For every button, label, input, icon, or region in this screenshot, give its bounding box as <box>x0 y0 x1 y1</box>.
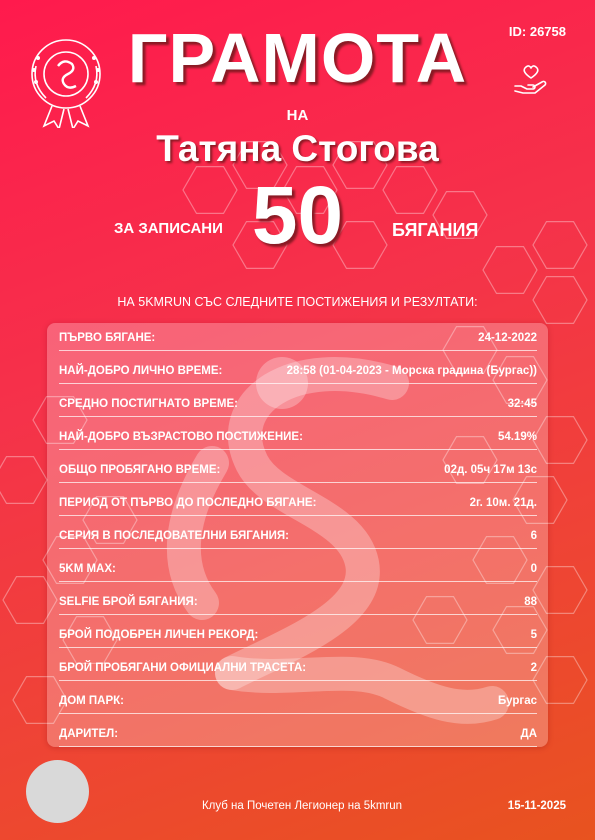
stats-panel <box>47 323 548 747</box>
certificate-id: ID: 26758 <box>508 24 566 39</box>
stat-row <box>59 491 537 516</box>
stat-value: 02д. 05ч 17м 13с <box>444 464 537 476</box>
certificate-title: ГРАМОТА <box>127 19 468 97</box>
recorded-label: ЗА ЗАПИСАНИ <box>114 220 223 237</box>
stat-label: ОБЩО ПРОБЯГАНО ВРЕМЕ: <box>59 464 221 476</box>
stat-row <box>59 326 537 351</box>
stat-label: БРОЙ ПОДОБРЕН ЛИЧЕН РЕКОРД: <box>59 629 259 641</box>
avatar <box>26 760 89 823</box>
stat-row <box>59 557 537 582</box>
stat-row <box>59 524 537 549</box>
stat-value: Бургас <box>498 695 537 707</box>
stat-label: SELFIE БРОЙ БЯГАНИЯ: <box>59 596 198 608</box>
stat-label: ПЕРИОД ОТ ПЪРВО ДО ПОСЛЕДНО БЯГАНЕ: <box>59 497 317 509</box>
stat-label: 5KM MAX: <box>59 563 116 575</box>
stat-value: 28:58 (01-04-2023 - Морска градина (Бургас)) <box>286 365 537 377</box>
preposition-text: НА <box>286 107 309 124</box>
stat-row <box>59 656 537 681</box>
recipient-name: Татяна Стогова <box>156 128 439 169</box>
achievements-subtitle: НА 5KMRUN СЪС СЛЕДНИТЕ ПОСТИЖЕНИЯ И РЕЗУЛТАТИ: <box>117 295 478 309</box>
stat-row <box>59 722 537 747</box>
stat-value: 6 <box>530 530 537 542</box>
stat-row <box>59 359 537 384</box>
stat-label: СЕРИЯ В ПОСЛЕДОВАТЕЛНИ БЯГАНИЯ: <box>59 530 289 542</box>
hexagon-shape <box>0 457 47 504</box>
stat-label: БРОЙ ПРОБЯГАНИ ОФИЦИАЛНИ ТРАСЕТА: <box>59 662 307 674</box>
stat-value: 2 <box>530 662 537 674</box>
stat-row <box>59 392 537 417</box>
stat-value: 54.19% <box>497 431 537 443</box>
stat-row <box>59 623 537 648</box>
stat-value: ДА <box>520 728 537 740</box>
stat-label: НАЙ-ДОБРО ВЪЗРАСТОВО ПОСТИЖЕНИЕ: <box>59 431 303 443</box>
stat-label: НАЙ-ДОБРО ЛИЧНО ВРЕМЕ: <box>59 365 223 377</box>
stat-label: ДОМ ПАРК: <box>59 695 125 707</box>
stat-value: 32:45 <box>507 398 537 410</box>
stat-label: ПЪРВО БЯГАНЕ: <box>59 332 156 344</box>
stat-label: ДАРИТЕЛ: <box>59 728 119 740</box>
run-count: 50 <box>251 170 344 261</box>
runs-label: БЯГАНИЯ <box>392 220 479 240</box>
stat-value: 88 <box>524 596 537 608</box>
stat-value: 24-12-2022 <box>478 332 537 344</box>
stat-value: 5 <box>530 629 537 641</box>
stat-row <box>59 689 537 714</box>
stat-value: 2г. 10м. 21д. <box>469 497 537 509</box>
stat-row <box>59 458 537 483</box>
stat-row <box>59 425 537 450</box>
stat-label: СРЕДНО ПОСТИГНАТО ВРЕМЕ: <box>59 398 238 410</box>
footer-date: 15-11-2025 <box>507 800 566 812</box>
footer-club-text: Клуб на Почетен Легионер на 5kmrun <box>201 800 403 812</box>
stat-row <box>59 590 537 615</box>
stat-value: 0 <box>530 563 537 575</box>
